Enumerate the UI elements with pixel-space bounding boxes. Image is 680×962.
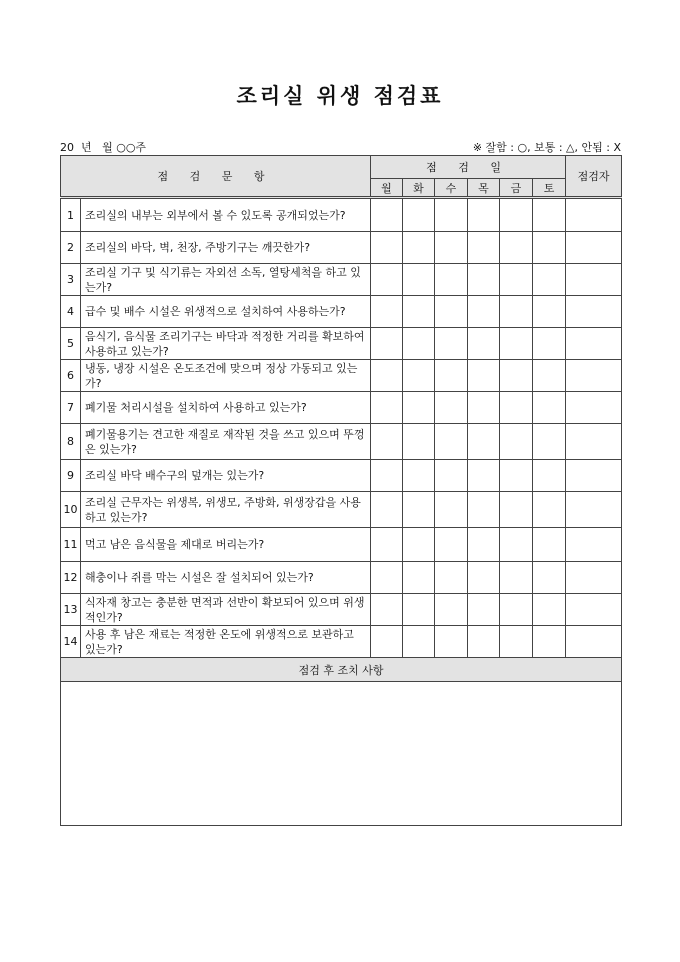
- day-check-cell[interactable]: [435, 562, 468, 594]
- day-check-cell[interactable]: [533, 424, 566, 460]
- day-check-cell[interactable]: [371, 562, 403, 594]
- item-number: 8: [61, 424, 81, 460]
- day-check-cell[interactable]: [500, 492, 533, 528]
- checklist-row: [61, 360, 622, 392]
- item-number: 5: [61, 328, 81, 360]
- day-check-cell[interactable]: [371, 528, 403, 562]
- checklist-row: [61, 562, 622, 594]
- day-check-cell[interactable]: [403, 392, 435, 424]
- item-number: 2: [61, 232, 81, 264]
- inspector-cell[interactable]: [566, 392, 622, 424]
- item-question: 조리실의 내부는 외부에서 볼 수 있도록 공개되었는가?: [81, 198, 371, 232]
- item-number: 9: [61, 460, 81, 492]
- inspector-cell[interactable]: [566, 232, 622, 264]
- day-header: 목: [468, 179, 500, 198]
- inspector-cell[interactable]: [566, 562, 622, 594]
- day-check-cell[interactable]: [435, 232, 468, 264]
- day-check-cell[interactable]: [468, 264, 500, 296]
- day-check-cell[interactable]: [533, 626, 566, 658]
- day-check-cell[interactable]: [500, 392, 533, 424]
- day-check-cell[interactable]: [533, 460, 566, 492]
- followup-notes-area[interactable]: [61, 682, 622, 826]
- item-number: 14: [61, 626, 81, 658]
- checklist-row: [61, 392, 622, 424]
- item-question: 조리실 바닥 배수구의 덮개는 있는가?: [81, 460, 371, 492]
- day-check-cell[interactable]: [435, 492, 468, 528]
- day-check-cell[interactable]: [468, 198, 500, 232]
- inspector-cell[interactable]: [566, 626, 622, 658]
- day-check-cell[interactable]: [468, 296, 500, 328]
- checklist-row: [61, 594, 622, 626]
- day-check-cell[interactable]: [435, 460, 468, 492]
- day-check-cell[interactable]: [533, 392, 566, 424]
- date-line: 20 년 월 ○○주: [60, 141, 147, 154]
- day-check-cell[interactable]: [533, 296, 566, 328]
- day-check-cell[interactable]: [371, 264, 403, 296]
- day-check-cell[interactable]: [500, 528, 533, 562]
- day-check-cell[interactable]: [468, 562, 500, 594]
- inspector-cell[interactable]: [566, 264, 622, 296]
- day-check-cell[interactable]: [468, 626, 500, 658]
- day-header: 토: [533, 179, 566, 198]
- page-title: 조리실 위생 점검표: [236, 83, 444, 108]
- day-check-cell[interactable]: [435, 296, 468, 328]
- day-check-cell[interactable]: [435, 626, 468, 658]
- day-check-cell[interactable]: [371, 328, 403, 360]
- inspector-cell[interactable]: [566, 424, 622, 460]
- day-check-cell[interactable]: [468, 594, 500, 626]
- day-check-cell[interactable]: [435, 594, 468, 626]
- day-check-cell[interactable]: [468, 360, 500, 392]
- item-question: 조리실의 바닥, 벽, 천장, 주방기구는 깨끗한가?: [81, 232, 371, 264]
- day-check-cell[interactable]: [500, 460, 533, 492]
- rating-legend: ※ 잘함 : ○, 보통 : △, 안됨 : X: [472, 141, 621, 154]
- day-check-cell[interactable]: [500, 424, 533, 460]
- day-check-cell[interactable]: [468, 528, 500, 562]
- day-check-cell[interactable]: [500, 594, 533, 626]
- day-check-cell[interactable]: [533, 198, 566, 232]
- item-question: 냉동, 냉장 시설은 온도조건에 맞으며 정상 가동되고 있는가?: [81, 360, 371, 392]
- checklist-row: [61, 424, 622, 460]
- day-header: 화: [403, 179, 435, 198]
- day-check-cell[interactable]: [533, 562, 566, 594]
- day-check-cell[interactable]: [533, 360, 566, 392]
- day-check-cell[interactable]: [435, 424, 468, 460]
- inspection-table: [60, 155, 622, 826]
- day-check-cell[interactable]: [435, 360, 468, 392]
- checklist-row: [61, 232, 622, 264]
- item-question: 해충이나 쥐를 막는 시설은 잘 설치되어 있는가?: [81, 562, 371, 594]
- day-check-cell[interactable]: [371, 232, 403, 264]
- header-inspection-days: 점 검 일: [371, 156, 566, 179]
- day-check-cell[interactable]: [468, 460, 500, 492]
- checklist-row: [61, 264, 622, 296]
- day-header: 금: [500, 179, 533, 198]
- inspector-cell[interactable]: [566, 360, 622, 392]
- day-check-cell[interactable]: [533, 328, 566, 360]
- day-check-cell[interactable]: [371, 594, 403, 626]
- day-check-cell[interactable]: [533, 492, 566, 528]
- checklist-row: [61, 626, 622, 658]
- inspector-cell[interactable]: [566, 460, 622, 492]
- day-check-cell[interactable]: [371, 296, 403, 328]
- day-check-cell[interactable]: [533, 594, 566, 626]
- checklist-row: [61, 328, 622, 360]
- day-check-cell[interactable]: [468, 328, 500, 360]
- day-check-cell[interactable]: [500, 232, 533, 264]
- followup-header: 점검 후 조치 사항: [61, 658, 622, 682]
- day-check-cell[interactable]: [468, 424, 500, 460]
- day-check-cell[interactable]: [500, 264, 533, 296]
- checklist-row: [61, 460, 622, 492]
- item-number: 12: [61, 562, 81, 594]
- inspector-cell[interactable]: [566, 328, 622, 360]
- day-check-cell[interactable]: [403, 264, 435, 296]
- day-check-cell[interactable]: [371, 492, 403, 528]
- day-check-cell[interactable]: [371, 198, 403, 232]
- day-check-cell[interactable]: [403, 460, 435, 492]
- item-number: 6: [61, 360, 81, 392]
- item-question: 먹고 남은 음식물을 제대로 버리는가?: [81, 528, 371, 562]
- item-question: 조리실 기구 및 식기류는 자외선 소독, 열탕세척을 하고 있는가?: [81, 264, 371, 296]
- item-number: 4: [61, 296, 81, 328]
- inspector-cell[interactable]: [566, 594, 622, 626]
- inspector-cell[interactable]: [566, 198, 622, 232]
- day-check-cell[interactable]: [500, 296, 533, 328]
- day-check-cell[interactable]: [403, 424, 435, 460]
- day-check-cell[interactable]: [403, 626, 435, 658]
- day-check-cell[interactable]: [403, 232, 435, 264]
- checklist-row: [61, 198, 622, 232]
- item-number: 3: [61, 264, 81, 296]
- checklist-row: [61, 492, 622, 528]
- day-check-cell[interactable]: [435, 328, 468, 360]
- day-check-cell[interactable]: [403, 360, 435, 392]
- item-question: 급수 및 배수 시설은 위생적으로 설치하여 사용하는가?: [81, 296, 371, 328]
- day-check-cell[interactable]: [371, 460, 403, 492]
- day-check-cell[interactable]: [371, 626, 403, 658]
- day-check-cell[interactable]: [468, 232, 500, 264]
- item-number: 13: [61, 594, 81, 626]
- item-question: 사용 후 남은 재료는 적정한 온도에 위생적으로 보관하고 있는가?: [81, 626, 371, 658]
- day-check-cell[interactable]: [500, 198, 533, 232]
- item-question: 폐기물용기는 견고한 재질로 재작된 것을 쓰고 있으며 뚜껑은 있는가?: [81, 424, 371, 460]
- day-check-cell[interactable]: [403, 328, 435, 360]
- day-check-cell[interactable]: [403, 594, 435, 626]
- day-check-cell[interactable]: [403, 198, 435, 232]
- day-check-cell[interactable]: [533, 232, 566, 264]
- day-check-cell[interactable]: [371, 360, 403, 392]
- inspector-cell[interactable]: [566, 492, 622, 528]
- day-check-cell[interactable]: [435, 264, 468, 296]
- day-check-cell[interactable]: [371, 424, 403, 460]
- header-inspector: 점검자: [566, 156, 622, 198]
- day-check-cell[interactable]: [371, 392, 403, 424]
- day-check-cell[interactable]: [435, 528, 468, 562]
- item-number: 10: [61, 492, 81, 528]
- day-check-cell[interactable]: [403, 296, 435, 328]
- header-inspection-items: 점 검 문 항: [61, 156, 371, 198]
- item-number: 1: [61, 198, 81, 232]
- inspector-cell[interactable]: [566, 528, 622, 562]
- day-check-cell[interactable]: [403, 528, 435, 562]
- item-question: 음식기, 음식물 조리기구는 바닥과 적정한 거리를 확보하여 사용하고 있는가?: [81, 328, 371, 360]
- day-header: 수: [435, 179, 468, 198]
- day-check-cell[interactable]: [500, 360, 533, 392]
- checklist-row: [61, 528, 622, 562]
- day-check-cell[interactable]: [435, 198, 468, 232]
- item-question: 폐기물 처리시설을 설치하여 사용하고 있는가?: [81, 392, 371, 424]
- day-check-cell[interactable]: [468, 392, 500, 424]
- item-number: 11: [61, 528, 81, 562]
- meta-line: [60, 139, 621, 155]
- inspector-cell[interactable]: [566, 296, 622, 328]
- day-header: 월: [371, 179, 403, 198]
- day-check-cell[interactable]: [500, 562, 533, 594]
- day-check-cell[interactable]: [468, 492, 500, 528]
- day-check-cell[interactable]: [403, 492, 435, 528]
- day-check-cell[interactable]: [500, 626, 533, 658]
- day-check-cell[interactable]: [533, 528, 566, 562]
- day-check-cell[interactable]: [435, 392, 468, 424]
- item-question: 식자재 창고는 충분한 면적과 선반이 확보되어 있으며 위생적인가?: [81, 594, 371, 626]
- checklist-row: [61, 296, 622, 328]
- day-check-cell[interactable]: [403, 562, 435, 594]
- day-check-cell[interactable]: [500, 328, 533, 360]
- item-number: 7: [61, 392, 81, 424]
- day-check-cell[interactable]: [533, 264, 566, 296]
- item-question: 조리실 근무자는 위생복, 위생모, 주방화, 위생장갑을 사용하고 있는가?: [81, 492, 371, 528]
